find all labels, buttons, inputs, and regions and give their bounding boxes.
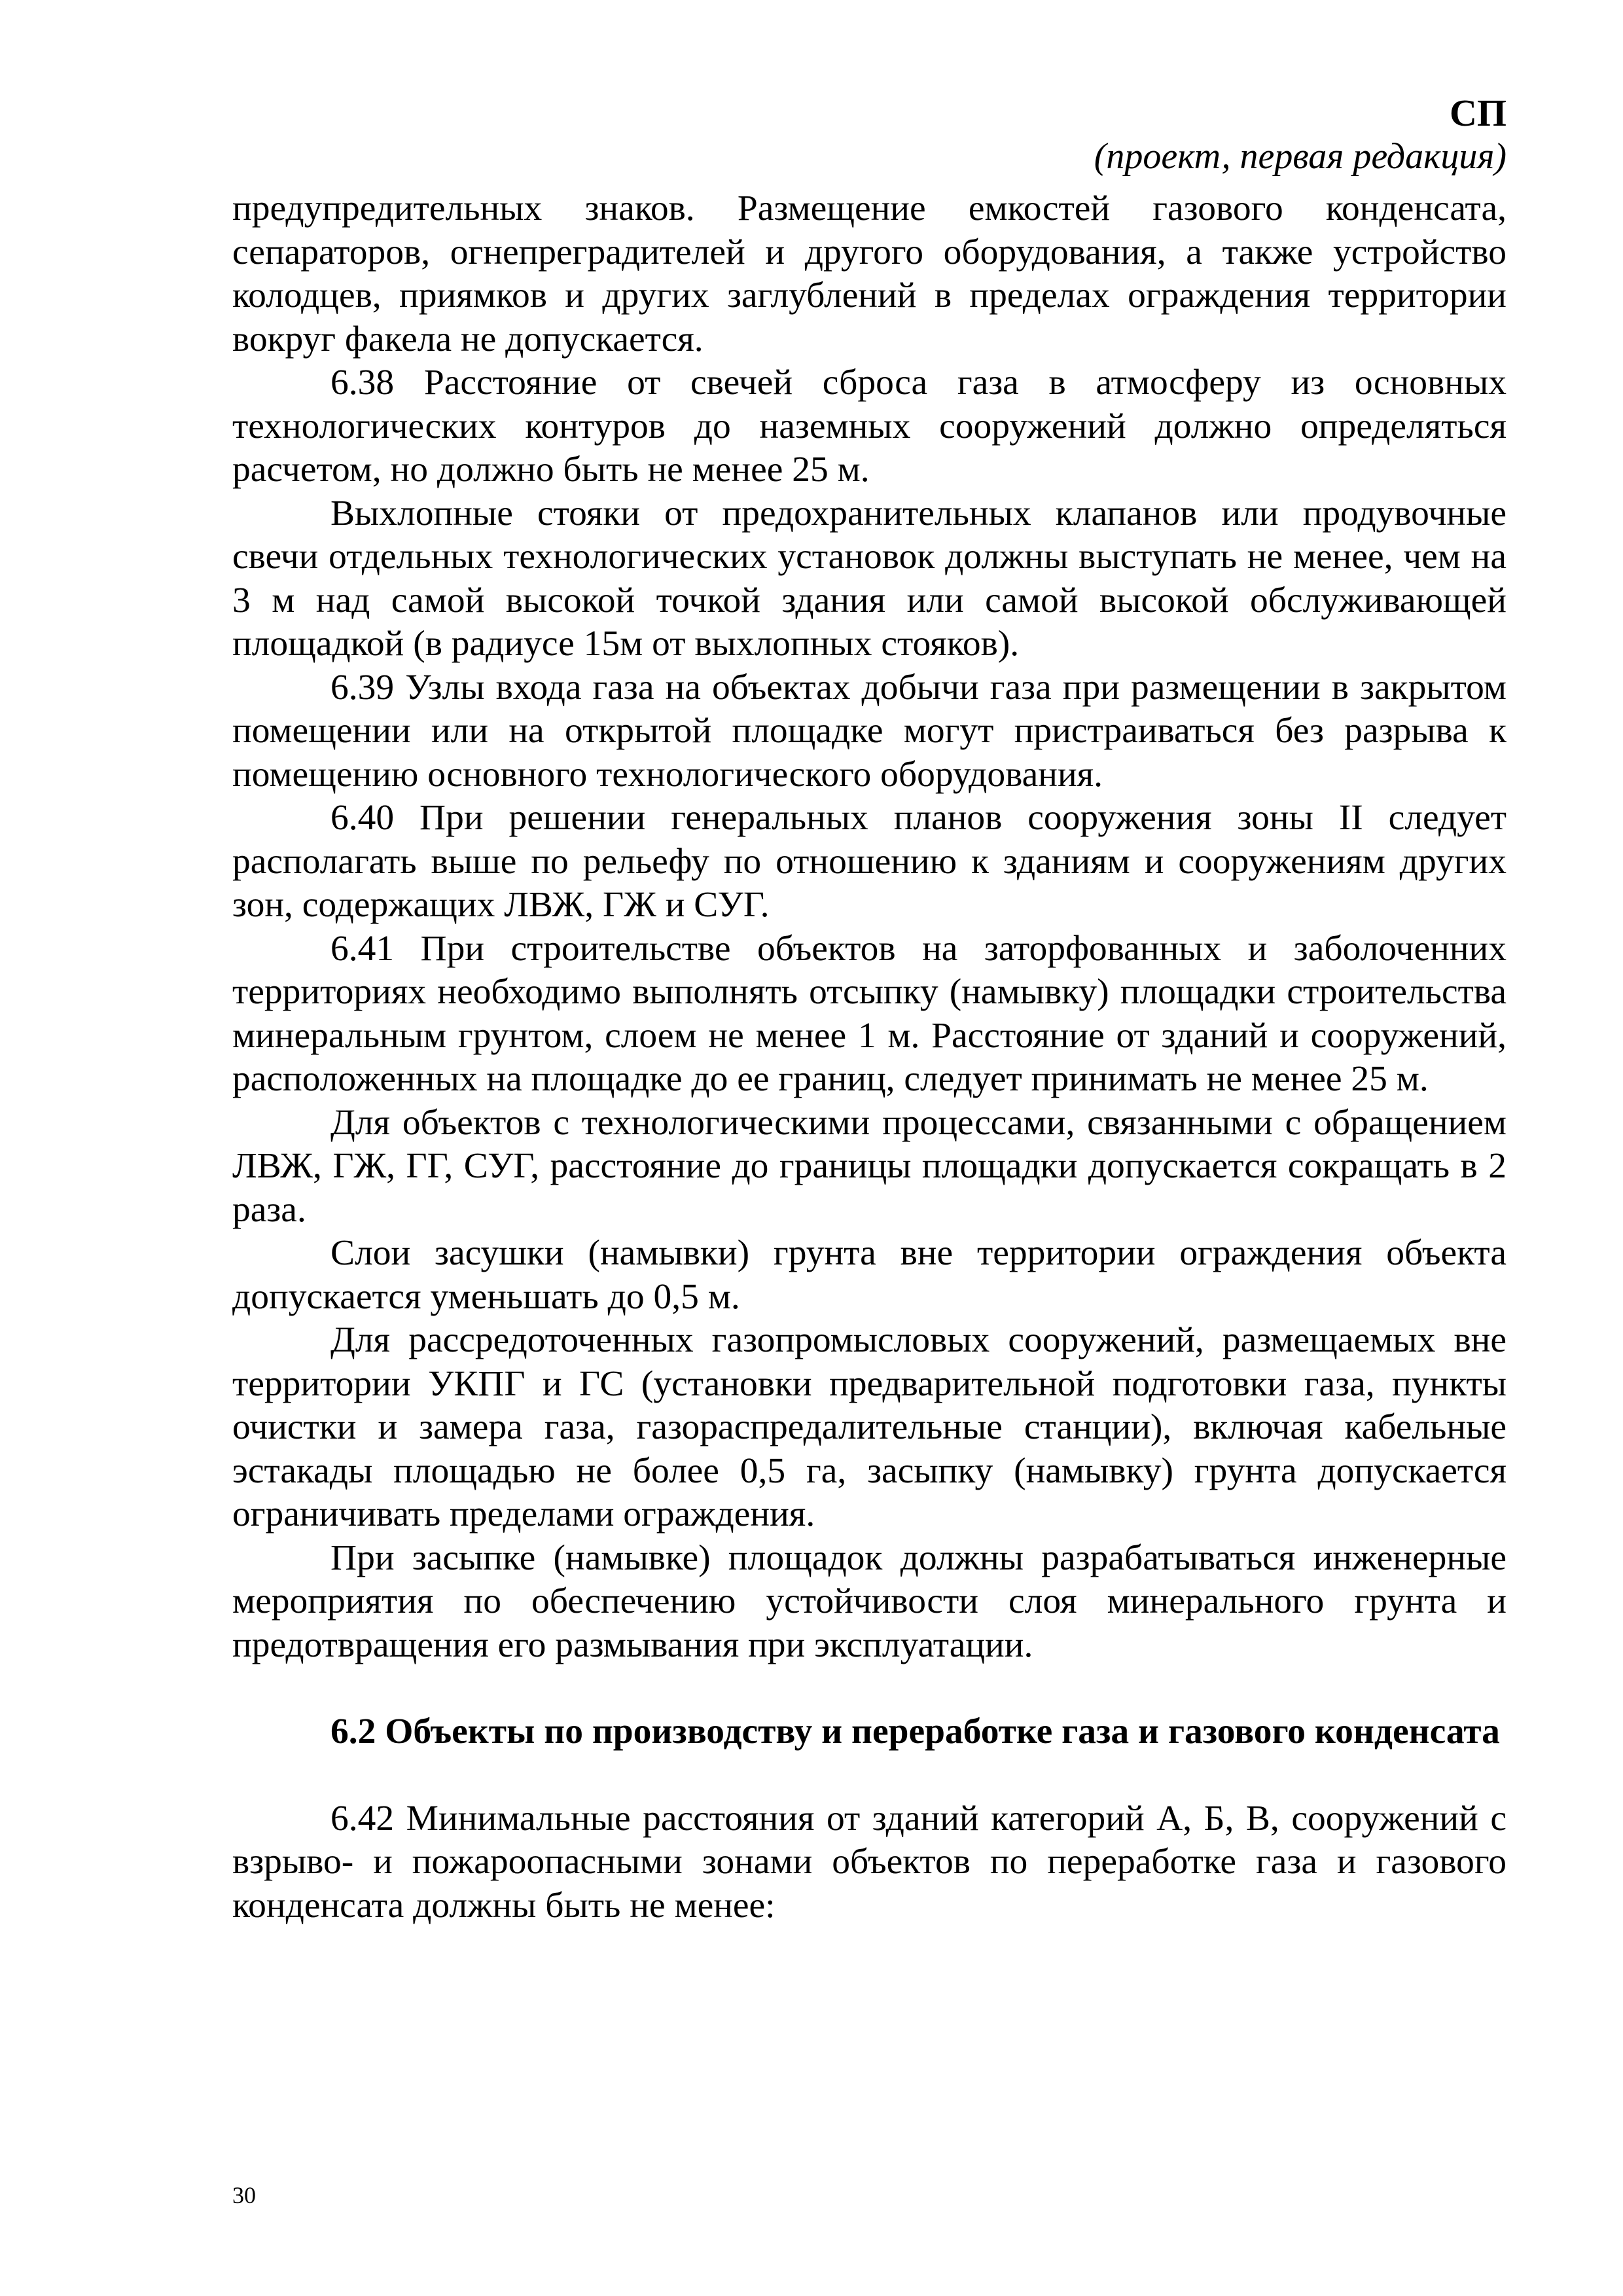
page-number: 30 bbox=[232, 2182, 256, 2208]
paragraph-6-38: 6.38 Расстояние от свечей сброса газа в атмосферу из основных технологических контуров до наземных сооружений должно определяться расчетом, но должно быть не менее 25 м. bbox=[232, 363, 1507, 490]
paragraph-6-40: 6.40 При решении генеральных планов сооружения зоны II следует располагать выше по рельефу по отношению к зданиям и сооружениям других зон, содержащих ЛВЖ, ГЖ и СУГ. bbox=[232, 798, 1507, 925]
document-body bbox=[232, 187, 1507, 1928]
paragraph-6-42: 6.42 Минимальные расстояния от зданий категорий А, Б, В, сооружений с взрыво- и пожароопасными зонами объектов по переработке газа и газового конденсата должны быть не менее: bbox=[232, 1798, 1507, 1926]
paragraph-exhaust-stacks: Выхлопные стояки от предохранительных клапанов или продувочные свечи отдельных технологических установок должны выступать не менее, чем на 3 м над самой высокой точкой здания или самой высокой обслуживающей площадкой (в радиусе 15м от выхлопных стояков). bbox=[232, 493, 1507, 664]
paragraph-continuation: предупредительных знаков. Размещение емкостей газового конденсата, сепараторов, огнепреградителей и другого оборудования, а также устройство колодцев, приямков и других заглублений в пределах ограждения территории вокруг факела не допускается. bbox=[232, 188, 1507, 359]
paragraph-dispersed-facilities: Для рассредоточенных газопромысловых сооружений, размещаемых вне территории УКПГ и ГС (установки предварительной подготовки газа, пункты очистки и замера газа, газораспредалительные станции), включая кабельные эстакады площадью не более 0,5 га, засыпку (намывку) грунта допускается ограничивать пределами ограждения. bbox=[232, 1320, 1507, 1534]
document-code: СП bbox=[1450, 92, 1507, 134]
paragraph-6-39: 6.39 Узлы входа газа на объектах добычи газа при размещении в закрытом помещении или на открытой площадке могут пристраиваться без разрыва к помещению основного технологического оборудования. bbox=[232, 667, 1507, 795]
paragraph-reduction: Для объектов с технологическими процессами, связанными с обращением ЛВЖ, ГЖ, ГГ, СУГ, расстояние до границы площадки допускается сокращать в 2 раза. bbox=[232, 1102, 1507, 1230]
section-heading: 6.2 Объекты по производству и переработке газа и газового конденсата bbox=[330, 1712, 1500, 1751]
paragraph-soil-layers: Слои засушки (намывки) грунта вне территории ограждения объекта допускается уменьшать до 0,5 м. bbox=[232, 1233, 1507, 1317]
paragraph-engineering-measures: При засыпке (намывке) площадок должны разрабатываться инженерные мероприятия по обеспечению устойчивости слоя минерального грунта и предотвращения его размывания при эксплуатации. bbox=[232, 1537, 1507, 1665]
document-edition: (проект, первая редакция) bbox=[1094, 136, 1507, 177]
paragraph-6-41: 6.41 При строительстве объектов на заторфованных и заболоченних территориях необходимо выполнять отсыпку (намывку) площадки строительства минеральным грунтом, слоем не менее 1 м. Расстояние от зданий и сооружений, расположенных на площадке до ее границ, следует принимать не менее 25 м. bbox=[232, 928, 1507, 1099]
